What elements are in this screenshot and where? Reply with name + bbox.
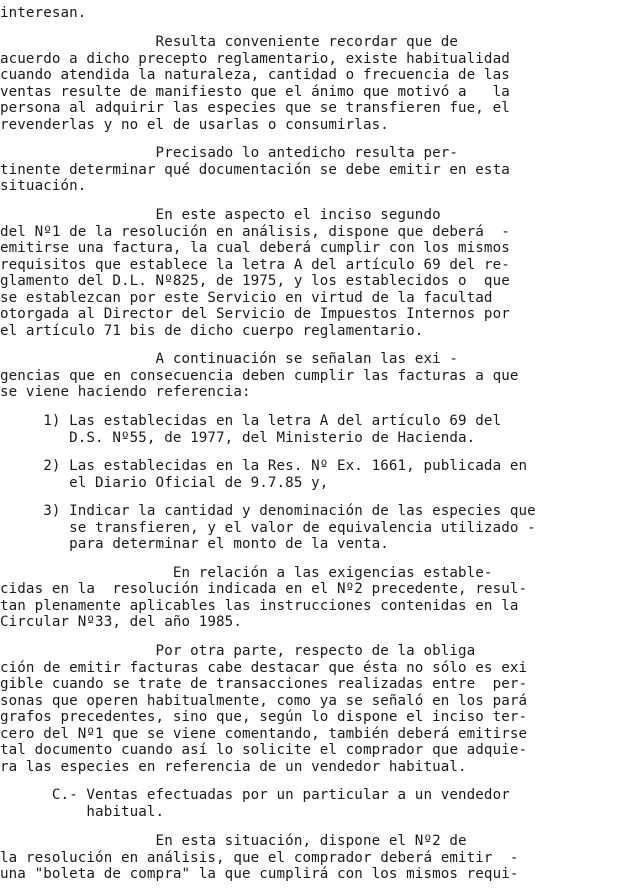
list-item: D.S. Nº55, de 1977, del Ministerio de Hacienda. xyxy=(0,430,476,446)
text-line: gencias que en consecuencia deben cumplir las facturas a que xyxy=(0,368,519,384)
text-line: revenderlas y no el de usarlas o consumirlas. xyxy=(0,117,389,133)
text-line: En relación a las exigencias estable- xyxy=(0,565,493,581)
list-item: para determinar el monto de la venta. xyxy=(0,536,389,552)
text-line: tal documento cuando así lo solicite el comprador que adquie- xyxy=(0,742,528,758)
text-line: gible cuando se trate de transacciones realizadas entre per- xyxy=(0,676,528,692)
text-line: interesan. xyxy=(0,5,87,21)
text-line: A continuación se señalan las exi - xyxy=(0,351,459,367)
text-line: tinente determinar qué documentación se debe emitir en esta xyxy=(0,162,510,178)
list-item: el Diario Oficial de 9.7.85 y, xyxy=(0,475,329,491)
text-line: del Nº1 de la resolución en análisis, dispone que deberá - xyxy=(0,224,510,240)
list-item: 1) Las establecidas en la letra A del artículo 69 del xyxy=(0,413,502,429)
text-line: tan plenamente aplicables las instrucciones contenidas en la xyxy=(0,598,519,614)
text-line: glamento del D.L. Nº825, de 1975, y los establecidos o que xyxy=(0,273,510,289)
section-heading: C.- Ventas efectuadas por un particular a un vendedor xyxy=(0,787,510,803)
text-line: Precisado lo antedicho resulta per- xyxy=(0,145,459,161)
text-line: sonas que operen habitualmente, como ya se señaló en los pará xyxy=(0,693,528,709)
text-line: cero del Nº1 que se viene comentando, también deberá emitirse xyxy=(0,726,528,742)
text-line: ra las especies en referencia de un vendedor habitual. xyxy=(0,759,467,775)
list-item: 3) Indicar la cantidad y denominación de las especies que xyxy=(0,503,536,519)
text-line: se establezcan por este Servicio en virtud de la facultad xyxy=(0,290,493,306)
text-line: grafos precedentes, sino que, según lo dispone el inciso ter- xyxy=(0,709,528,725)
section-heading: habitual. xyxy=(0,804,165,820)
text-line: Resulta conveniente recordar que de xyxy=(0,34,459,50)
text-line: ventas resulte de manifiesto que el ánimo que motivó a la xyxy=(0,84,510,100)
text-line: ción de emitir facturas cabe destacar que ésta no sólo es exi xyxy=(0,660,528,676)
text-line: cidas en la resolución indicada en el Nº2 precedente, resul- xyxy=(0,581,528,597)
text-line: otorgada al Director del Servicio de Impuestos Internos por xyxy=(0,306,510,322)
text-line: se viene haciendo referencia: xyxy=(0,384,251,400)
text-line: el artículo 71 bis de dicho cuerpo reglamentario. xyxy=(0,323,424,339)
text-line: acuerdo a dicho precepto reglamentario, existe habitualidad xyxy=(0,51,510,67)
text-line: requisitos que establece la letra A del artículo 69 del re- xyxy=(0,257,510,273)
text-line: persona al adquirir las especies que se transfieren fue, el xyxy=(0,100,510,116)
text-line: En esta situación, dispone el Nº2 de xyxy=(0,833,467,849)
text-line: Por otra parte, respecto de la obliga xyxy=(0,643,476,659)
text-line: una "boleta de compra" la que cumplirá con los mismos requi- xyxy=(0,866,519,882)
text-line: emitirse una factura, la cual deberá cumplir con los mismos xyxy=(0,240,510,256)
text-line: En este aspecto el inciso segundo xyxy=(0,207,441,223)
text-line: Circular Nº33, del año 1985. xyxy=(0,614,242,630)
list-item: se transfieren, y el valor de equivalencia utilizado - xyxy=(0,520,536,536)
text-line: la resolución en análisis, que el comprador deberá emitir - xyxy=(0,850,519,866)
list-item: 2) Las establecidas en la Res. Nº Ex. 1661, publicada en xyxy=(0,458,528,474)
text-line: cuando atendida la naturaleza, cantidad o frecuencia de las xyxy=(0,67,510,83)
text-line: situación. xyxy=(0,178,87,194)
